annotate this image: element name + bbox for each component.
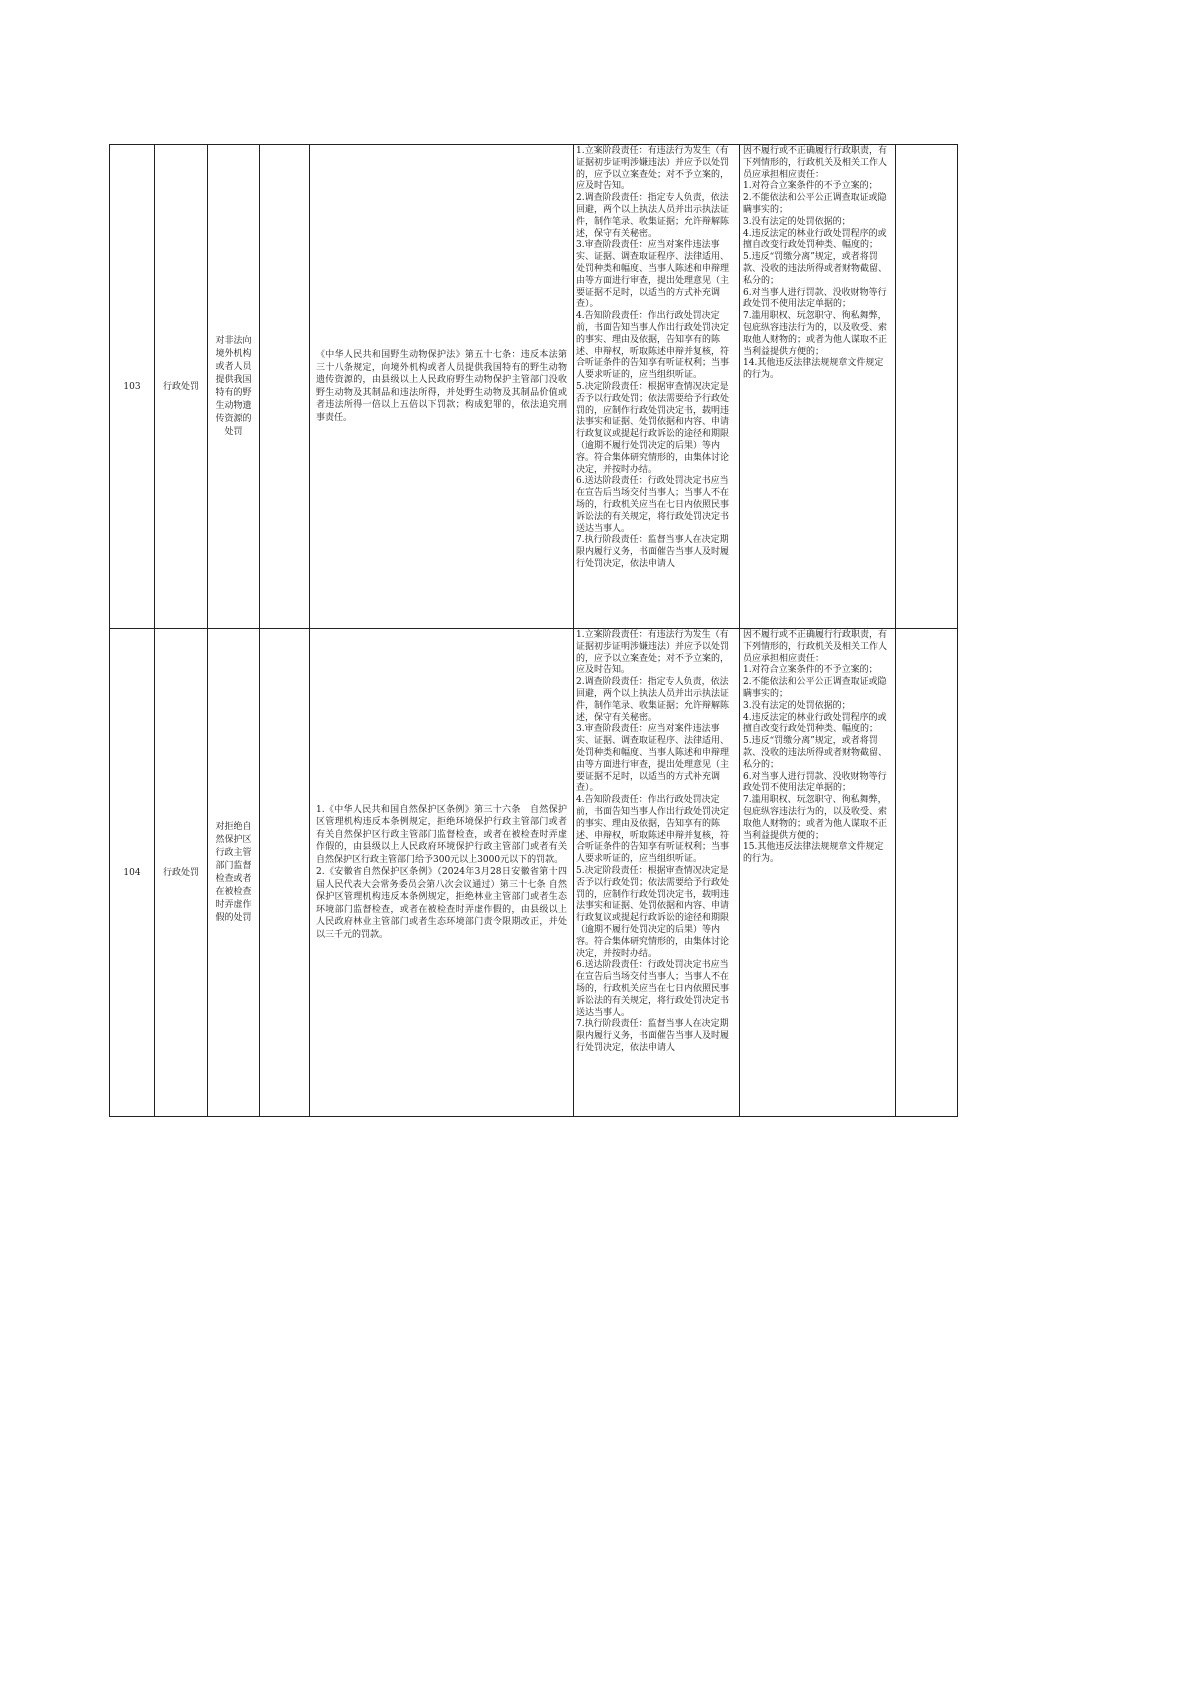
row-number-cell bbox=[110, 145, 155, 629]
accountability-list bbox=[740, 629, 895, 866]
legal-basis bbox=[310, 349, 573, 424]
legal-basis-cell bbox=[310, 629, 574, 1117]
responsibility-item: 5.决定阶段责任：根据审查情况决定是否予以行政处罚；依法需要给予行政处罚的，应制作行政处罚决定书，载明违法事实和证据、处罚依据和内容、申请行政复议或提起行政诉讼的途径和期限（逾期不履行处罚决定的后果）等内容。符合集体研究情形的，由集体讨论决定，并按时办结。 bbox=[576, 381, 730, 475]
category: 行政处罚 bbox=[162, 381, 199, 392]
accountability-item: 14.其他违反法律法规规章文件规定的行为。 bbox=[743, 358, 884, 381]
accountability-item: 2.不能依法和公平公正调查取证或隐瞒事实的； bbox=[743, 193, 887, 215]
legal-basis-paragraph: 1.《中华人民共和国自然保护区条例》第三十六条 自然保护区管理机构违反本条例规定，拒绝环境保护行政主管部门或者有关自然保护区行政主管部门监督检查，或者在被检查时弄虚作假的，由县级以上人民政府环境保护行政主管部门或者有关自然保护区行政主管部门给予300元以上3000元以下的罚款。 bbox=[316, 804, 567, 865]
responsibility-list bbox=[574, 629, 739, 1116]
accountability-item: 因不履行或不正确履行行政职责，有下列情形的，行政机关及相关工作人员应承担相应责任： bbox=[743, 146, 888, 180]
accountability-item: 15.其他违反法律法规规章文件规定的行为。 bbox=[743, 842, 884, 865]
note-cell bbox=[896, 629, 958, 1117]
responsibility-item: 3.审查阶段责任：应当对案件违法事实、证据、调查取证程序、法律适用、处罚种类和幅度、当事人陈述和申辩理由等方面进行审查，提出处理意见（主要证据不足时，以适当的方式补充调查）。 bbox=[576, 724, 730, 794]
accountability-cell bbox=[740, 629, 896, 1117]
accountability-item: 3.没有法定的处罚依据的； bbox=[743, 216, 851, 227]
legal-basis-paragraph: 2.《安徽省自然保护区条例》（2024年3月28日安徽省第十四届人民代表大会常务委员会第八次会议通过）第三十七条 自然保护区管理机构违反本条例规定，拒绝林业主管部门或者生态环境部门监督检查，或者在被检查时弄虚作假的，由县级以上人民政府林业主管部门或者生态环境部门责令限期改正，并处以三千元的罚款。 bbox=[316, 867, 567, 940]
responsibility-cell bbox=[574, 145, 740, 629]
row-number-cell bbox=[110, 629, 155, 1117]
item-name: 对非法向境外机构或者人员提供我国特有的野生动物遗传资源的处罚 bbox=[215, 335, 252, 437]
category: 行政处罚 bbox=[162, 867, 199, 878]
accountability-item: 4.违反法定的林业行政处罚程序的或擅自改变行政处罚种类、幅度的； bbox=[743, 712, 887, 735]
responsibility-item: 5.决定阶段责任：根据审查情况决定是否予以行政处罚；依法需要给予行政处罚的，应制作行政处罚决定书，载明违法事实和证据、处罚依据和内容、申请行政复议或提起行政诉讼的途径和期限（逾期不履行处罚决定的后果）等内容。符合集体研究情形的，由集体讨论决定，并按时办结。 bbox=[576, 865, 730, 959]
accountability-item: 5.违反“罚缴分离”规定，或者将罚款、没收的违法所得或者财物截留、私分的； bbox=[743, 736, 888, 770]
responsibility-item: 2.调查阶段责任：指定专人负责，依法回避，两个以上执法人员并出示执法证件，制作笔录、收集证据；允许辩解陈述，保守有关秘密。 bbox=[576, 677, 730, 723]
accountability-item: 1.对符合立案条件的不予立案的； bbox=[743, 181, 878, 192]
legal-basis bbox=[310, 804, 573, 942]
accountability-item: 7.滥用职权、玩忽职守、徇私舞弊，包庇纵容违法行为的，以及收受、索取他人财物的；或者为他人谋取不正当利益提供方便的； bbox=[743, 795, 888, 841]
accountability-item: 因不履行或不正确履行行政职责，有下列情形的，行政机关及相关工作人员应承担相应责任： bbox=[743, 630, 888, 664]
responsibility-item: 1.立案阶段责任：有违法行为发生（有证据初步证明涉嫌违法）并应予以处罚的，应予以立案查处；对不予立案的，应及时告知。 bbox=[576, 630, 730, 676]
accountability-item: 2.不能依法和公平公正调查取证或隐瞒事实的； bbox=[743, 677, 887, 699]
responsibility-item: 2.调查阶段责任：指定专人负责，依法回避，两个以上执法人员并出示执法证件，制作笔录、收集证据；允许辩解陈述，保守有关秘密。 bbox=[576, 193, 730, 239]
accountability-list bbox=[740, 145, 895, 382]
accountability-item: 3.没有法定的处罚依据的； bbox=[743, 700, 851, 711]
accountability-item: 7.滥用职权、玩忽职守、徇私舞弊，包庇纵容违法行为的，以及收受、索取他人财物的；或者为他人谋取不正当利益提供方便的； bbox=[743, 311, 888, 357]
table-row bbox=[110, 629, 958, 1117]
category-cell bbox=[155, 145, 208, 629]
responsibility-item: 6.送达阶段责任：行政处罚决定书应当在宣告后当场交付当事人；当事人不在场的，行政机关应当在七日内依照民事诉讼法的有关规定，将行政处罚决定书送达当事人。 bbox=[576, 960, 730, 1018]
accountability-cell bbox=[740, 145, 896, 629]
legal-basis-paragraph: 《中华人民共和国野生动物保护法》第五十七条：违反本法第三十八条规定，向境外机构或者人员提供我国特有的野生动物遗传资源的，由县级以上人民政府野生动物保护主管部门没收野生动物及其制品和违法所得，并处野生动物及其制品价值或者违法所得一倍以上五倍以下罚款；构成犯罪的，依法追究刑事责任。 bbox=[316, 350, 567, 423]
item-name-cell bbox=[208, 145, 260, 629]
accountability-item: 4.违反法定的林业行政处罚程序的或擅自改变行政处罚种类、幅度的； bbox=[743, 228, 887, 251]
table-row bbox=[110, 145, 958, 629]
responsibility-item: 4.告知阶段责任：作出行政处罚决定前，书面告知当事人作出行政处罚决定的事实、理由及依据，告知享有的陈述、申辩权，听取陈述申辩并复核，符合听证条件的告知享有听证权利；当事人要求听证的，应当组织听证。 bbox=[576, 311, 730, 381]
item-name: 对拒绝自然保护区行政主管部门监督检查或者在被检查时弄虚作假的处罚 bbox=[215, 821, 252, 923]
responsibility-list bbox=[574, 145, 739, 628]
item-name-cell bbox=[208, 629, 260, 1117]
responsibility-item: 1.立案阶段责任：有违法行为发生（有证据初步证明涉嫌违法）并应予以处罚的，应予以立案查处；对不予立案的，应及时告知。 bbox=[576, 146, 730, 192]
sub-item-cell bbox=[260, 629, 310, 1117]
responsibility-item: 3.审查阶段责任：应当对案件违法事实、证据、调查取证程序、法律适用、处罚种类和幅度、当事人陈述和申辩理由等方面进行审查，提出处理意见（主要证据不足时，以适当的方式补充调查）。 bbox=[576, 240, 730, 310]
responsibility-cell bbox=[574, 629, 740, 1117]
row-number: 103 bbox=[123, 381, 141, 392]
category-cell bbox=[155, 629, 208, 1117]
accountability-item: 5.违反“罚缴分离”规定，或者将罚款、没收的违法所得或者财物截留、私分的； bbox=[743, 252, 888, 286]
accountability-item: 1.对符合立案条件的不予立案的； bbox=[743, 665, 878, 676]
sub-item-cell bbox=[260, 145, 310, 629]
responsibility-item: 4.告知阶段责任：作出行政处罚决定前，书面告知当事人作出行政处罚决定的事实、理由及依据，告知享有的陈述、申辩权，听取陈述申辩并复核，符合听证条件的告知享有听证权利；当事人要求听证的，应当组织听证。 bbox=[576, 795, 730, 865]
row-number: 104 bbox=[123, 867, 141, 878]
responsibility-item: 7.执行阶段责任：监督当事人在决定期限内履行义务，书面催告当事人及时履行处罚决定，依法申请人 bbox=[576, 535, 730, 569]
responsibility-item: 7.执行阶段责任：监督当事人在决定期限内履行义务，书面催告当事人及时履行处罚决定，依法申请人 bbox=[576, 1019, 730, 1053]
legal-basis-cell bbox=[310, 145, 574, 629]
power-list-table bbox=[109, 144, 958, 1117]
responsibility-item: 6.送达阶段责任：行政处罚决定书应当在宣告后当场交付当事人；当事人不在场的，行政机关应当在七日内依照民事诉讼法的有关规定，将行政处罚决定书送达当事人。 bbox=[576, 476, 730, 534]
note-cell bbox=[896, 145, 958, 629]
accountability-item: 6.对当事人进行罚款、没收财物等行政处罚不使用法定单据的； bbox=[743, 771, 887, 794]
accountability-item: 6.对当事人进行罚款、没收财物等行政处罚不使用法定单据的； bbox=[743, 287, 887, 310]
